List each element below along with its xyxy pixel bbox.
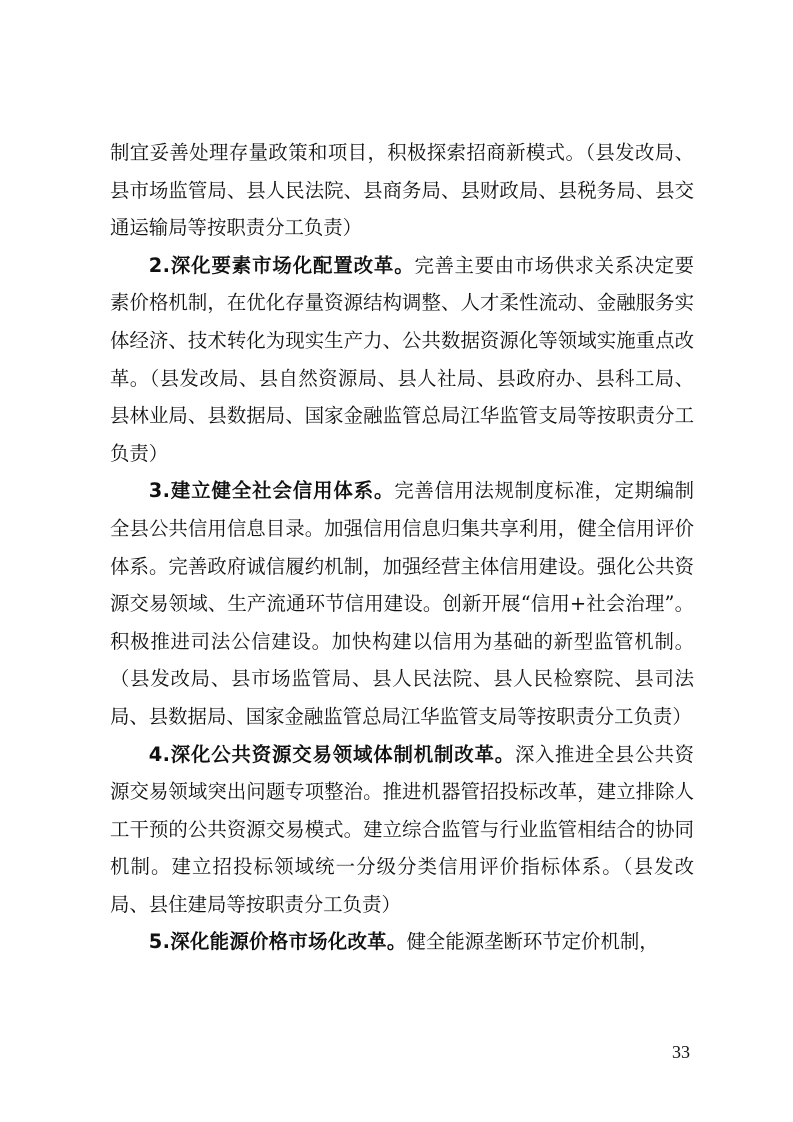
paragraph-body: 完善主要由市场供求关系决定要素价格机制，在优化存量资源结构调整、人才柔性流动、金融服务实体经济、技术转化为现实生产力、公共数据资源化等领域实施重点改革。（县发改局、县自然资源局、县人社局、县政府办、县科工局、县林业局、县数据局、国家金融监管总局江华监管支局等按职责分工负责） bbox=[110, 253, 695, 465]
paragraph-heading: 4.深化公共资源交易领域体制机制改革。 bbox=[148, 742, 516, 766]
body-text bbox=[110, 134, 694, 961]
paragraph-body: 制宜妥善处理存量政策和项目，积极探索招商新模式。（县发改局、县市场监管局、县人民法院、县商务局、县财政局、县税务局、县交通运输局等按职责分工负责） bbox=[110, 141, 694, 240]
paragraph-body: 深入推进全县公共资源交易领域突出问题专项整治。推进机器管招投标改革，建立排除人工干预的公共资源交易模式。建立综合监管与行业监管相结合的协同机制。建立招投标领域统一分级分类信用评价指标体系。（县发改局、县住建局等按职责分工负责） bbox=[110, 742, 695, 916]
paragraph-body: 健全能源垄断环节定价机制， bbox=[406, 930, 659, 954]
paragraph-item-5 bbox=[110, 923, 694, 961]
paragraph-item-4 bbox=[110, 736, 694, 924]
paragraph-heading: 5.深化能源价格市场化改革。 bbox=[148, 930, 407, 954]
paragraph-heading: 2.深化要素市场化配置改革。 bbox=[148, 253, 415, 277]
paragraph-item-2 bbox=[110, 247, 694, 473]
paragraph-continuation bbox=[110, 134, 694, 247]
paragraph-heading: 3.建立健全社会信用体系。 bbox=[148, 479, 395, 503]
page-number: 33 bbox=[672, 1042, 690, 1062]
paragraph-item-3 bbox=[110, 472, 694, 735]
paragraph-body: 完善信用法规制度标准，定期编制全县公共信用信息目录。加强信用信息归集共享利用，健全信用评价体系。完善政府诚信履约机制，加强经营主体信用建设。强化公共资源交易领域、生产流通环节信用建设。创新开展“信用+社会治理”。积极推进司法公信建设。加快构建以信用为基础的新型监管机制。（县发改局、县市场监管局、县人民法院、县人民检察院、县司法局、县数据局、国家金融监管总局江华监管支局等按职责分工负责） bbox=[110, 479, 695, 728]
